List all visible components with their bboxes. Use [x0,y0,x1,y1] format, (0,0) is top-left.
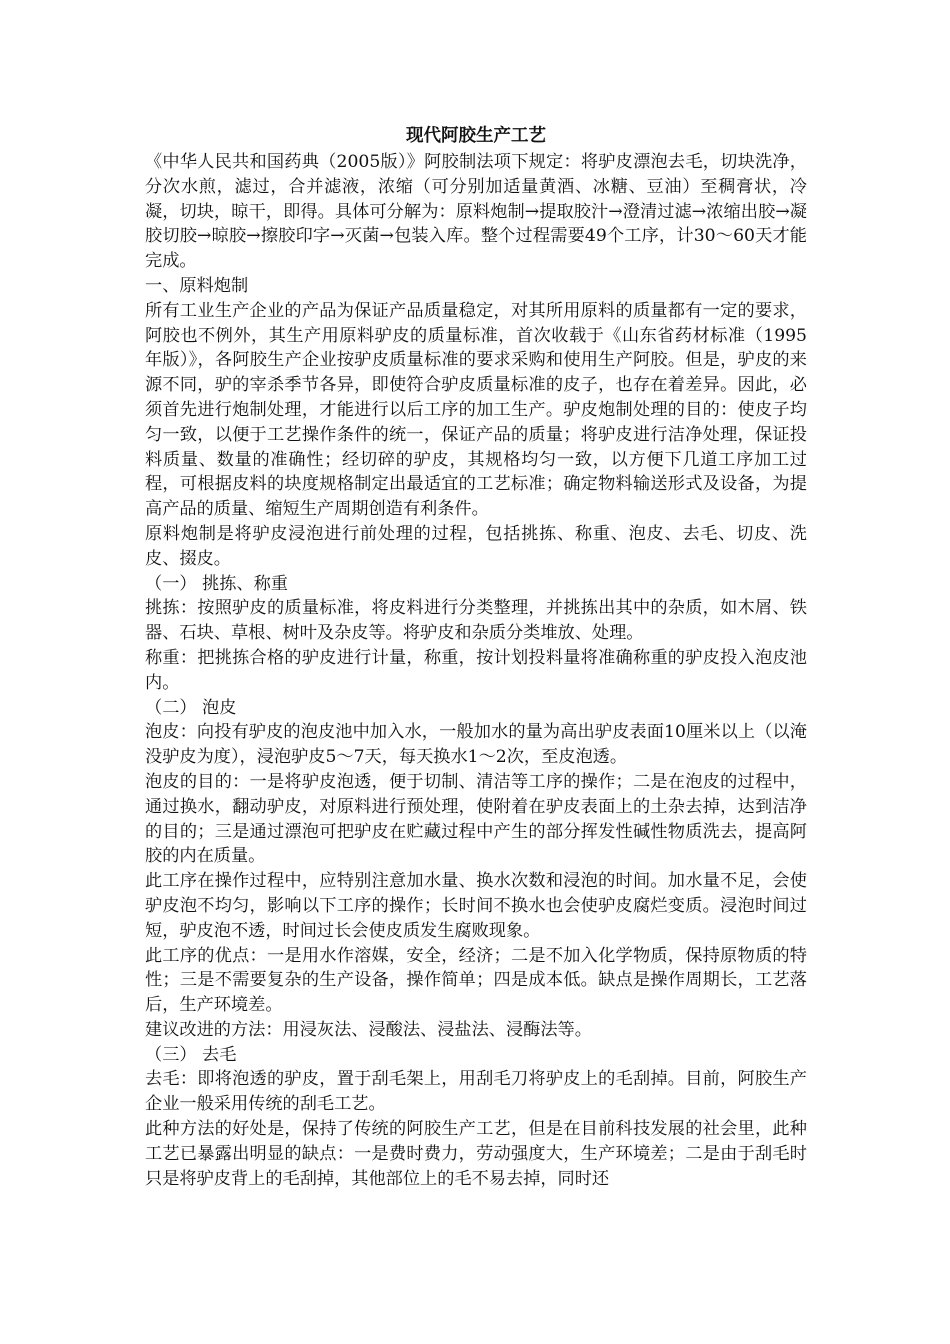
paragraph: 泡皮的目的：一是将驴皮泡透，便于切制、清洁等工序的操作；二是在泡皮的过程中，通过换水，翻动驴皮，对原料进行预处理，使附着在驴皮表面上的土杂去掉，达到洁净的目的；三是通过漂泡可把驴皮在贮藏过程中产生的部分挥发性碱性物质洗去，提高阿胶的内在质量。 [145,771,807,867]
section-heading: 一、原料炮制 [145,275,249,296]
paragraph: 挑拣：按照驴皮的质量标准，将皮料进行分类整理，并挑拣出其中的杂质，如木屑、铁器、石块、草根、树叶及杂皮等。将驴皮和杂质分类堆放、处理。 [145,598,807,644]
paragraph: 建议改进的方法：用浸灰法、浸酸法、浸盐法、浸酶法等。 [145,1019,592,1040]
paragraph: 所有工业生产企业的产品为保证产品质量稳定，对其所用原料的质量都有一定的要求，阿胶也不例外，其生产用原料驴皮的质量标准，首次收载于《山东省药材标准（1995年版）》，各阿胶生产企业按驴皮质量标准的要求采购和使用生产阿胶。但是，驴皮的来源不同，驴的宰杀季节各异，即使符合驴皮质量标准的皮子，也存在着差异。因此，必须首先进行炮制处理，才能进行以后工序的加工生产。驴皮炮制处理的目的：使皮子均匀一致，以便于工艺操作条件的统一，保证产品的质量；将驴皮进行洁净处理，保证投料质量、数量的准确性；经切碎的驴皮，其规格均匀一致，以方便下几道工序加工过程，可根据皮料的块度规格制定出最适宜的工艺标准；确定物料输送形式及设备，为提高产品的质量、缩短生产周期创造有利条件。 [145,300,807,520]
paragraph: 此工序的优点：一是用水作溶媒，安全，经济；二是不加入化学物质，保持原物质的特性；三是不需要复杂的生产设备，操作简单；四是成本低。缺点是操作周期长，工艺落后，生产环境差。 [145,945,807,1016]
section-heading: （二） 泡皮 [145,697,237,718]
paragraph: 去毛：即将泡透的驴皮，置于刮毛架上，用刮毛刀将驴皮上的毛刮掉。目前，阿胶生产企业一般采用传统的刮毛工艺。 [145,1069,807,1115]
paragraph: 此种方法的好处是，保持了传统的阿胶生产工艺，但是在目前科技发展的社会里，此种工艺已暴露出明显的缺点：一是费时费力，劳动强度大，生产环境差；二是由于刮毛时只是将驴皮背上的毛刮掉，其他部位上的毛不易去掉，同时还 [145,1119,807,1189]
paragraph: 《中华人民共和国药典（2005版）》阿胶制法项下规定：将驴皮漂泡去毛，切块洗净，分次水煎，滤过，合并滤液，浓缩（可分别加适量黄酒、冰糖、豆油）至稠膏状，冷凝，切块，晾干，即得。具体可分解为：原料炮制→提取胶汁→澄清过滤→浓缩出胶→凝胶切胶→晾胶→擦胶印字→灭菌→包装入库。整个过程需要49个工序，计30～60天才能完成。 [145,152,807,272]
section-heading: （三） 去毛 [145,1044,237,1065]
section-heading: （一） 挑拣、称重 [145,573,288,594]
paragraph: 泡皮：向投有驴皮的泡皮池中加入水，一般加水的量为高出驴皮表面10厘米以上（以淹没驴皮为度），浸泡驴皮5～7天，每天换水1～2次，至皮泡透。 [145,722,807,768]
document-page [145,122,807,1191]
paragraph: 此工序在操作过程中，应特别注意加水量、换水次数和浸泡的时间。加水量不足，会使驴皮泡不均匀，影响以下工序的操作；长时间不换水也会使驴皮腐烂变质。浸泡时间过短，驴皮泡不透，时间过长会使皮质发生腐败现象。 [145,871,807,941]
paragraph: 原料炮制是将驴皮浸泡进行前处理的过程，包括挑拣、称重、泡皮、去毛、切皮、洗皮、掇皮。 [145,523,807,569]
document-body [145,150,807,1191]
document-title: 现代阿胶生产工艺 [406,126,546,146]
paragraph: 称重：把挑拣合格的驴皮进行计量，称重，按计划投料量将准确称重的驴皮投入泡皮池内。 [145,647,807,693]
